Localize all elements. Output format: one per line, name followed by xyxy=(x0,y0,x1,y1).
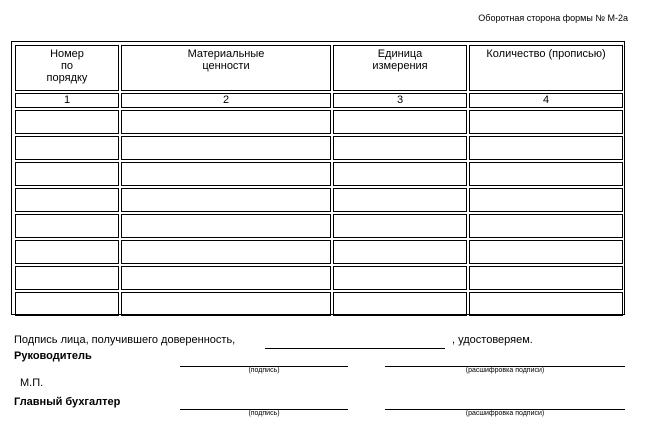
table-cell[interactable] xyxy=(15,136,119,160)
header-cell-valuables: Материальные ценности xyxy=(121,45,331,91)
table-cell[interactable] xyxy=(333,240,467,264)
table-row xyxy=(15,162,623,186)
table-row xyxy=(15,292,623,316)
table-cell[interactable] xyxy=(121,292,331,316)
table-row xyxy=(15,240,623,264)
table-cell[interactable] xyxy=(15,162,119,186)
table-header-row xyxy=(15,45,623,91)
column-number: 3 xyxy=(333,93,467,108)
stamp-label: М.П. xyxy=(20,377,44,389)
table-cell[interactable] xyxy=(333,188,467,212)
table-cell[interactable] xyxy=(15,110,119,134)
column-number: 1 xyxy=(15,93,119,108)
table-cell[interactable] xyxy=(15,188,119,212)
head-label: Руководитель xyxy=(14,350,92,362)
column-number: 2 xyxy=(121,93,331,108)
signature-statement-prefix: Подпись лица, получившего доверенность, xyxy=(14,334,236,346)
table-cell[interactable] xyxy=(469,136,623,160)
table-cell[interactable] xyxy=(469,214,623,238)
table-row xyxy=(15,136,623,160)
table-cell[interactable] xyxy=(121,214,331,238)
table-cell[interactable] xyxy=(469,188,623,212)
table-cell[interactable] xyxy=(15,292,119,316)
table-cell[interactable] xyxy=(15,266,119,290)
chief-accountant-label: Главный бухгалтер xyxy=(14,396,121,408)
column-number-row xyxy=(15,93,623,108)
trustee-signature-line[interactable] xyxy=(265,348,445,349)
header-cell-unit: Единица измерения xyxy=(333,45,467,91)
table-cell[interactable] xyxy=(333,162,467,186)
header-cell-number: Номер по порядку xyxy=(15,45,119,91)
table-cell[interactable] xyxy=(121,188,331,212)
table-cell[interactable] xyxy=(333,266,467,290)
table-cell[interactable] xyxy=(121,162,331,186)
signature-statement-suffix: , удостоверяем. xyxy=(452,334,533,346)
table-cell[interactable] xyxy=(121,110,331,134)
table-cell[interactable] xyxy=(15,214,119,238)
table-cell[interactable] xyxy=(333,110,467,134)
table-row xyxy=(15,266,623,290)
table-row xyxy=(15,110,623,134)
table-cell[interactable] xyxy=(333,214,467,238)
chief-accountant-decoding-caption: (расшифровка подписи) xyxy=(465,410,545,417)
head-decoding-caption: (расшифровка подписи) xyxy=(465,367,545,374)
table-cell[interactable] xyxy=(333,292,467,316)
header-cell-quantity: Количество (прописью) xyxy=(469,45,623,91)
table-cell[interactable] xyxy=(469,292,623,316)
table-row xyxy=(15,188,623,212)
head-signature-caption: (подпись) xyxy=(248,367,280,374)
column-number: 4 xyxy=(469,93,623,108)
items-table-frame xyxy=(11,41,625,315)
table-cell[interactable] xyxy=(15,240,119,264)
table-cell[interactable] xyxy=(121,240,331,264)
table-cell[interactable] xyxy=(121,266,331,290)
items-table xyxy=(13,43,625,318)
table-row xyxy=(15,214,623,238)
table-cell[interactable] xyxy=(469,162,623,186)
chief-accountant-signature-caption: (подпись) xyxy=(248,410,280,417)
form-reference: Оборотная сторона формы № М-2а xyxy=(478,13,628,23)
table-cell[interactable] xyxy=(333,136,467,160)
table-cell[interactable] xyxy=(469,266,623,290)
table-cell[interactable] xyxy=(469,240,623,264)
table-cell[interactable] xyxy=(121,136,331,160)
table-cell[interactable] xyxy=(469,110,623,134)
